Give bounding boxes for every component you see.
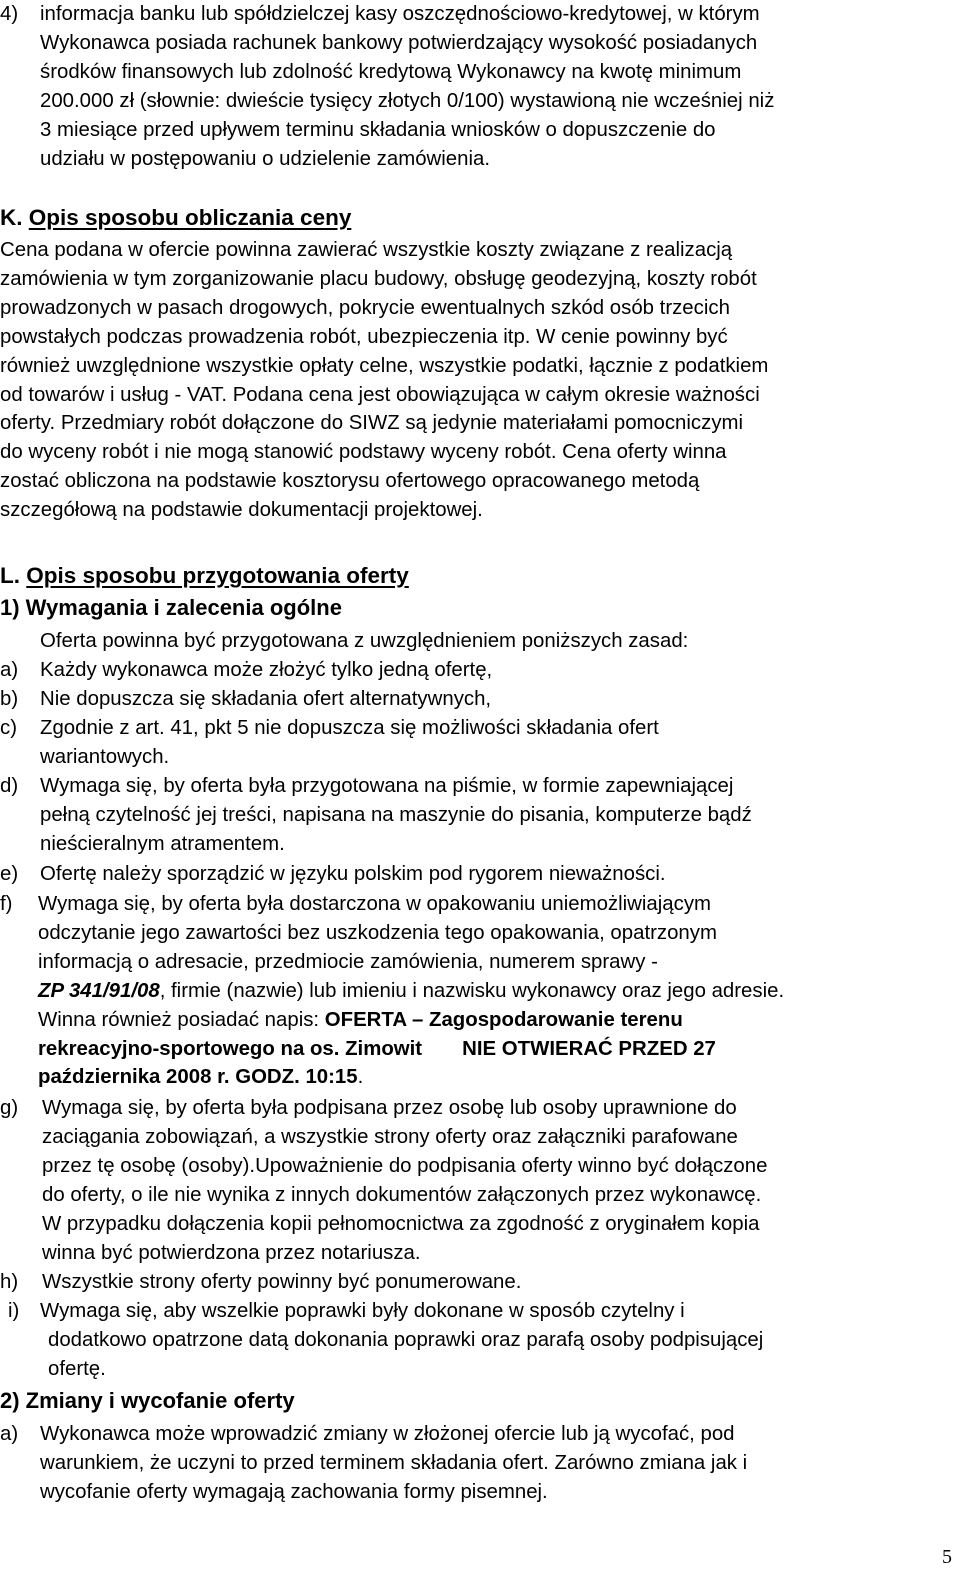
text-line: 3 miesiące przed upływem terminu składania wniosków o dopuszczenie do bbox=[40, 118, 716, 141]
text-line: Wykonawca może wprowadzić zmiany w złożonej ofercie lub ją wycofać, pod bbox=[40, 1423, 735, 1445]
text-line: powstałych podczas prowadzenia robót, ubezpieczenia itp. W cenie powinny być bbox=[0, 325, 728, 348]
text-line: oferty. Przedmiary robót dołączone do SIWZ są jedynie materiałami pomocniczymi bbox=[0, 412, 744, 435]
text-line: informacją o adresacie, przedmiocie zamówienia, numerem sprawy - bbox=[38, 950, 658, 973]
subsection-1-title: 1) Wymagania i zalecenia ogólne bbox=[0, 595, 342, 620]
item-label: a) bbox=[0, 659, 19, 681]
section-l-heading bbox=[0, 562, 409, 591]
item-text bbox=[40, 1420, 960, 1507]
item-label: i) bbox=[8, 1300, 20, 1322]
text-line: Wymaga się, by oferta była podpisana przez osobę lub osoby uprawnione do bbox=[42, 1097, 737, 1119]
text-line: przez tę osobę (osoby).Upoważnienie do podpisania oferty winno być dołączone bbox=[42, 1154, 768, 1177]
item-label: g) bbox=[0, 1097, 19, 1119]
item-label: h) bbox=[0, 1271, 19, 1293]
text-run: . bbox=[357, 1066, 364, 1089]
subsection-2-title: 2) Zmiany i wycofanie oferty bbox=[0, 1388, 295, 1413]
item-text bbox=[42, 1268, 960, 1297]
text-line bbox=[38, 1006, 958, 1035]
item-text bbox=[42, 1094, 960, 1267]
text-line bbox=[38, 977, 958, 1006]
section-title: Opis sposobu przygotowania oferty bbox=[26, 563, 409, 588]
section-letter: L. bbox=[0, 563, 20, 588]
label-text: rekreacyjno-sportowego na os. Zimowit bbox=[38, 1037, 423, 1060]
text-line: Wykonawca posiada rachunek bankowy potwierdzający wysokość posiadanych bbox=[40, 31, 758, 54]
item-text bbox=[38, 890, 958, 1092]
item-label: c) bbox=[0, 717, 17, 739]
item-text bbox=[40, 685, 960, 714]
case-reference: ZP 341/91/08 bbox=[38, 979, 160, 1002]
text-line bbox=[38, 1063, 958, 1092]
item-label: 4) bbox=[0, 3, 19, 25]
text-line: do wyceny robót i nie mogą stanowić podstawy wyceny robót. Cena oferty winna bbox=[0, 441, 727, 464]
item-label: f) bbox=[0, 893, 13, 915]
text-line: wycofanie oferty wymagają zachowania formy pisemnej. bbox=[40, 1480, 548, 1503]
text-line: Wymaga się, aby wszelkie poprawki były dokonane w sposób czytelny i bbox=[40, 1300, 685, 1322]
item-text bbox=[40, 656, 960, 685]
text-line: pełną czytelność jej treści, napisana na maszynie do pisania, komputerze bądź bbox=[40, 803, 752, 826]
section-letter: K. bbox=[0, 205, 23, 230]
text-line: do oferty, o ile nie wynika z innych dokumentów załączonych przez wykonawcę. bbox=[42, 1183, 762, 1206]
item-text bbox=[40, 1297, 960, 1384]
text-line: Wymaga się, by oferta była dostarczona w opakowaniu uniemożliwiającym bbox=[38, 893, 712, 915]
item-text bbox=[40, 772, 960, 859]
item-label: a) bbox=[0, 1423, 19, 1445]
text-line: Zgodnie z art. 41, pkt 5 nie dopuszcza się możliwości składania ofert bbox=[40, 717, 659, 739]
text-line: winna być potwierdzona przez notariusza. bbox=[42, 1241, 421, 1264]
item-label: b) bbox=[0, 688, 19, 710]
text-run: Winna również posiadać napis: bbox=[38, 1008, 325, 1031]
label-text: NIE OTWIERAĆ PRZED 27 bbox=[462, 1037, 716, 1060]
page-number: 5 bbox=[942, 1546, 952, 1568]
text-line: Każdy wykonawca może złożyć tylko jedną ofertę, bbox=[40, 659, 493, 681]
text-line: informacja banku lub spółdzielczej kasy oszczędnościowo-kredytowej, w którym bbox=[40, 3, 760, 25]
item-label: d) bbox=[0, 775, 19, 797]
text-line: W przypadku dołączenia kopii pełnomocnictwa za zgodność z oryginałem kopia bbox=[42, 1212, 760, 1235]
text-line: Nie dopuszcza się składania ofert alternatywnych, bbox=[40, 688, 492, 710]
text-line bbox=[38, 1035, 958, 1064]
text-line: Cena podana w ofercie powinna zawierać wszystkie koszty związane z realizacją bbox=[0, 239, 733, 261]
text-line: Wymaga się, by oferta była przygotowana na piśmie, w formie zapewniającej bbox=[40, 775, 734, 797]
text-line: udziału w postępowaniu o udzielenie zamówienia. bbox=[40, 147, 491, 170]
text-line: zamówienia w tym zorganizowanie placu budowy, obsługę geodezyjną, koszty robót bbox=[0, 267, 757, 290]
text-line: warunkiem, że uczyni to przed terminem składania ofert. Zarówno zmiana jak i bbox=[40, 1451, 748, 1474]
item-text bbox=[40, 0, 960, 173]
text-line: Wszystkie strony oferty powinny być ponumerowane. bbox=[42, 1271, 522, 1293]
item-label: e) bbox=[0, 863, 19, 885]
text-line: Ofertę należy sporządzić w języku polskim pod rygorem nieważności. bbox=[40, 863, 666, 885]
section-l-intro bbox=[40, 627, 960, 656]
text-line: zostać obliczona na podstawie kosztorysu ofertowego opracowanego metodą bbox=[0, 470, 700, 493]
text-line: dodatkowo opatrzone datą dokonania poprawki oraz parafą osoby podpisującej bbox=[48, 1328, 764, 1351]
text-line: Oferta powinna być przygotowana z uwzględnieniem poniższych zasad: bbox=[40, 630, 689, 652]
text-run: , firmie (nazwie) lub imieniu i nazwisku wykonawcy oraz jego adresie. bbox=[159, 979, 785, 1002]
section-k-heading bbox=[0, 204, 351, 233]
text-line: prowadzonych w pasach drogowych, pokrycie ewentualnych szkód osób trzecich bbox=[0, 296, 730, 319]
text-line: od towarów i usług - VAT. Podana cena jest obowiązująca w całym okresie ważności bbox=[0, 383, 760, 406]
label-text: OFERTA – Zagospodarowanie terenu bbox=[324, 1008, 683, 1031]
text-line: odczytanie jego zawartości bez uszkodzenia tego opakowania, opatrzonym bbox=[38, 921, 717, 944]
section-title: Opis sposobu obliczania ceny bbox=[28, 205, 352, 230]
text-line: środków finansowych lub zdolność kredytową Wykonawcy na kwotę minimum bbox=[40, 60, 742, 83]
text-line: również uwzględnione wszystkie opłaty celne, wszystkie podatki, łącznie z podatkiem bbox=[0, 354, 769, 377]
text-line: wariantowych. bbox=[40, 745, 170, 768]
label-text: października 2008 r. GODZ. 10:15 bbox=[38, 1066, 358, 1089]
text-line: zaciągania zobowiązań, a wszystkie strony oferty oraz załączniki parafowane bbox=[42, 1125, 738, 1148]
text-line: szczegółową na podstawie dokumentacji projektowej. bbox=[0, 499, 483, 522]
text-line: 200.000 zł (słownie: dwieście tysięcy złotych 0/100) wystawioną nie wcześniej niż bbox=[40, 89, 775, 112]
item-text bbox=[40, 860, 960, 889]
text-line: ofertę. bbox=[48, 1357, 106, 1380]
item-text bbox=[40, 714, 960, 772]
text-line: nieścieralnym atramentem. bbox=[40, 832, 285, 855]
section-k-body bbox=[0, 236, 940, 525]
